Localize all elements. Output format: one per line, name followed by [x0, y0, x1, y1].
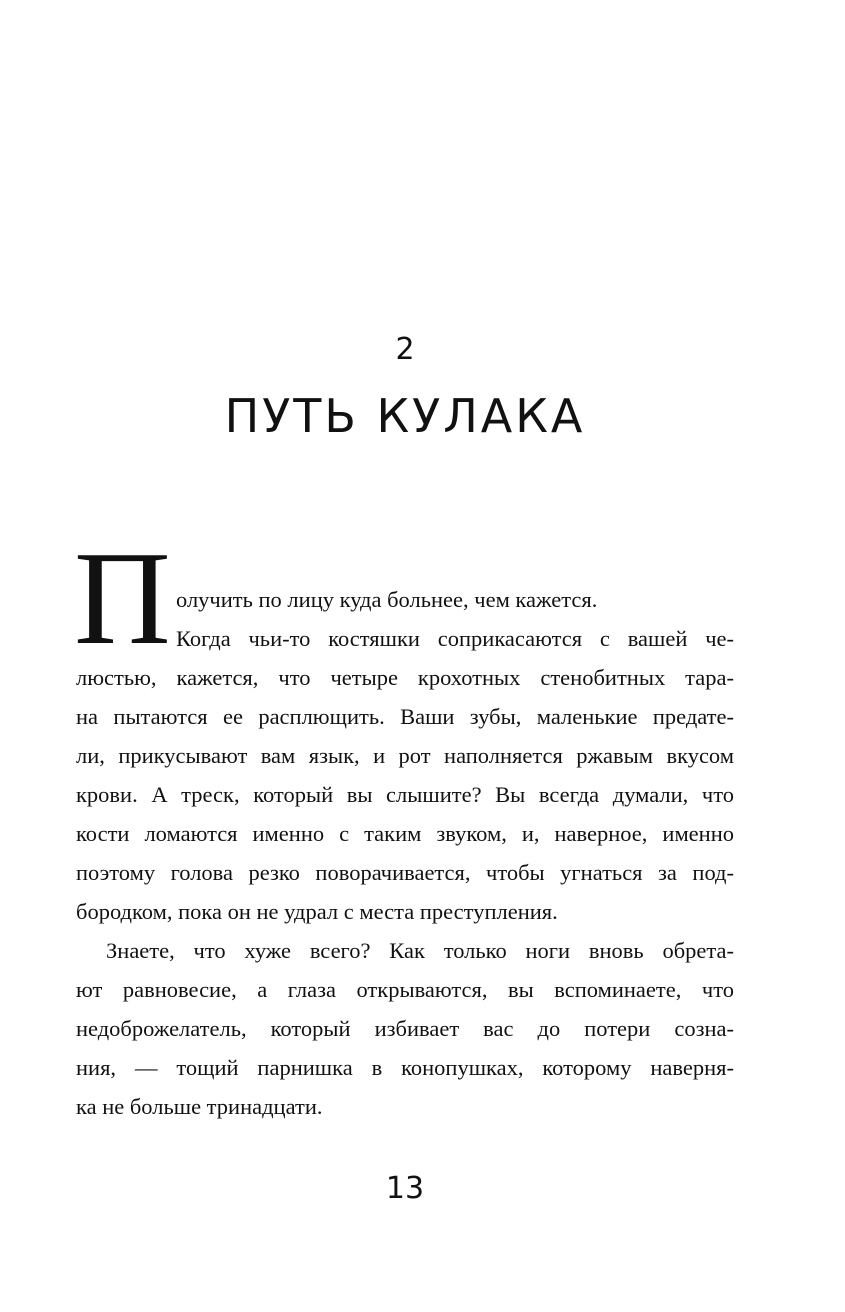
- paragraph-1-line: на пытаются ее расплющить. Ваши зубы, маленькие предате-: [76, 704, 734, 729]
- drop-cap: П: [74, 524, 171, 672]
- chapter-number: 2: [395, 332, 415, 367]
- paragraph-2-line: ка не больше тринадцати.: [76, 1094, 323, 1119]
- paragraph-2-line: ют равновесие, а глаза открываются, вы вспоминаете, что: [76, 977, 734, 1002]
- paragraph-1-line: олучить по лицу куда больнее, чем кажется.: [176, 587, 598, 612]
- paragraph-1-line: Когда чьи-то костяшки соприкасаются с вашей че-: [176, 626, 734, 651]
- paragraph-1-line: крови. А треск, который вы слышите? Вы всегда думали, что: [76, 782, 734, 807]
- paragraph-2-line: ния, — тощий парнишка в конопушках, которому наверня-: [76, 1055, 734, 1080]
- paragraph-1-line: кости ломаются именно с таким звуком, и, наверное, именно: [76, 821, 734, 846]
- page-number: 13: [385, 1171, 425, 1206]
- paragraph-1-line: ли, прикусывают вам язык, и рот наполняется ржавым вкусом: [76, 743, 734, 768]
- paragraph-1-line: люстью, кажется, что четыре крохотных стенобитных тара-: [76, 665, 734, 690]
- paragraph-2-line: недоброжелатель, который избивает вас до потери созна-: [76, 1016, 734, 1041]
- paragraph-1-line: поэтому голова резко поворачивается, чтобы угнаться за под-: [76, 860, 734, 885]
- chapter-title: ПУТЬ КУЛАКА: [224, 389, 586, 443]
- paragraph-2-line: Знаете, что хуже всего? Как только ноги вновь обрета-: [106, 938, 734, 963]
- paragraph-1-line: бородком, пока он не удрал с места преступления.: [76, 899, 558, 924]
